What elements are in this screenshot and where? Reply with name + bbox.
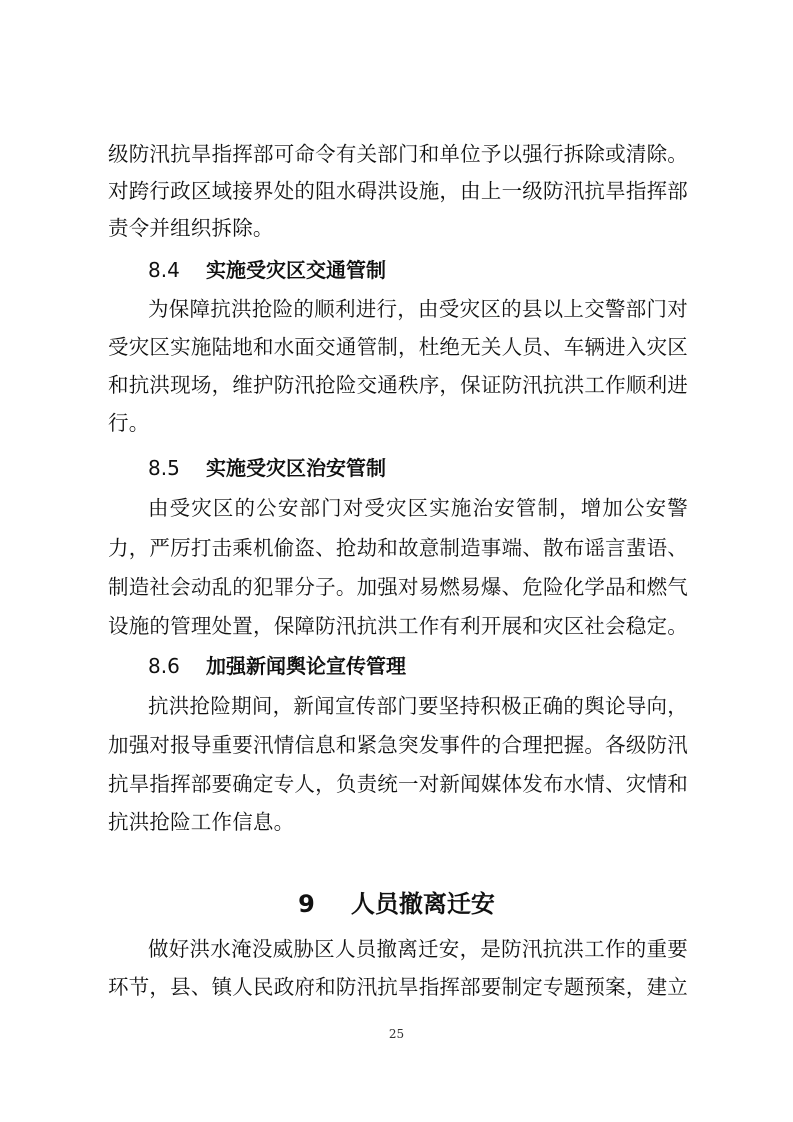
chapter-title: 人员撤离迁安 (350, 890, 495, 918)
section-title: 实施受灾区交通管制 (206, 258, 386, 282)
paragraph-line: 级防汛抗旱指挥部可命令有关部门和单位予以强行拆除或清除。 (108, 142, 688, 166)
paragraph-line: 受灾区实施陆地和水面交通管制，杜绝无关人员、车辆进入灾区 (108, 335, 688, 359)
chapter-number: 9 (298, 890, 315, 918)
paragraph-line: 由受灾区的公安部门对受灾区实施治安管制，增加公安警 (148, 496, 688, 520)
chapter-heading-9 (0, 888, 793, 920)
paragraph-line: 行。 (108, 411, 150, 435)
paragraph-line: 做好洪水淹没威胁区人员撤离迁安，是防汛抗洪工作的重要 (148, 937, 688, 961)
section-title: 加强新闻舆论宣传管理 (206, 654, 406, 678)
section-number: 8.4 (148, 258, 180, 282)
paragraph-line: 和抗洪现场，维护防汛抢险交通秩序，保证防汛抗洪工作顺利进 (108, 373, 688, 397)
paragraph-line: 责令并组织拆除。 (108, 216, 274, 240)
section-heading-8-6 (148, 652, 406, 680)
paragraph-line: 抗洪抢险期间，新闻宣传部门要坚持积极正确的舆论导向， (148, 694, 688, 718)
section-heading-8-4 (148, 256, 386, 284)
paragraph-line: 设施的管理处置，保障防汛抗洪工作有利开展和灾区社会稳定。 (108, 614, 688, 638)
section-number: 8.5 (148, 456, 180, 480)
paragraph-line: 加强对报导重要汛情信息和紧急突发事件的合理把握。各级防汛 (108, 733, 688, 757)
paragraph-line: 对跨行政区域接界处的阻水碍洪设施，由上一级防汛抗旱指挥部 (108, 179, 688, 203)
paragraph-line: 环节，县、镇人民政府和防汛抗旱指挥部要制定专题预案，建立 (108, 975, 688, 999)
section-number: 8.6 (148, 654, 180, 678)
paragraph-line: 制造社会动乱的犯罪分子。加强对易燃易爆、危险化学品和燃气 (108, 575, 688, 599)
paragraph-line: 抗洪抢险工作信息。 (108, 810, 295, 834)
paragraph-line: 抗旱指挥部要确定专人，负责统一对新闻媒体发布水情、灾情和 (108, 772, 688, 796)
paragraph-line: 为保障抗洪抢险的顺利进行，由受灾区的县以上交警部门对 (148, 297, 688, 321)
section-heading-8-5 (148, 454, 386, 482)
page-number: 25 (388, 1027, 405, 1041)
section-title: 实施受灾区治安管制 (206, 456, 386, 480)
paragraph-line: 力，严厉打击乘机偷盗、抢劫和故意制造事端、散布谣言蜚语、 (108, 536, 688, 560)
